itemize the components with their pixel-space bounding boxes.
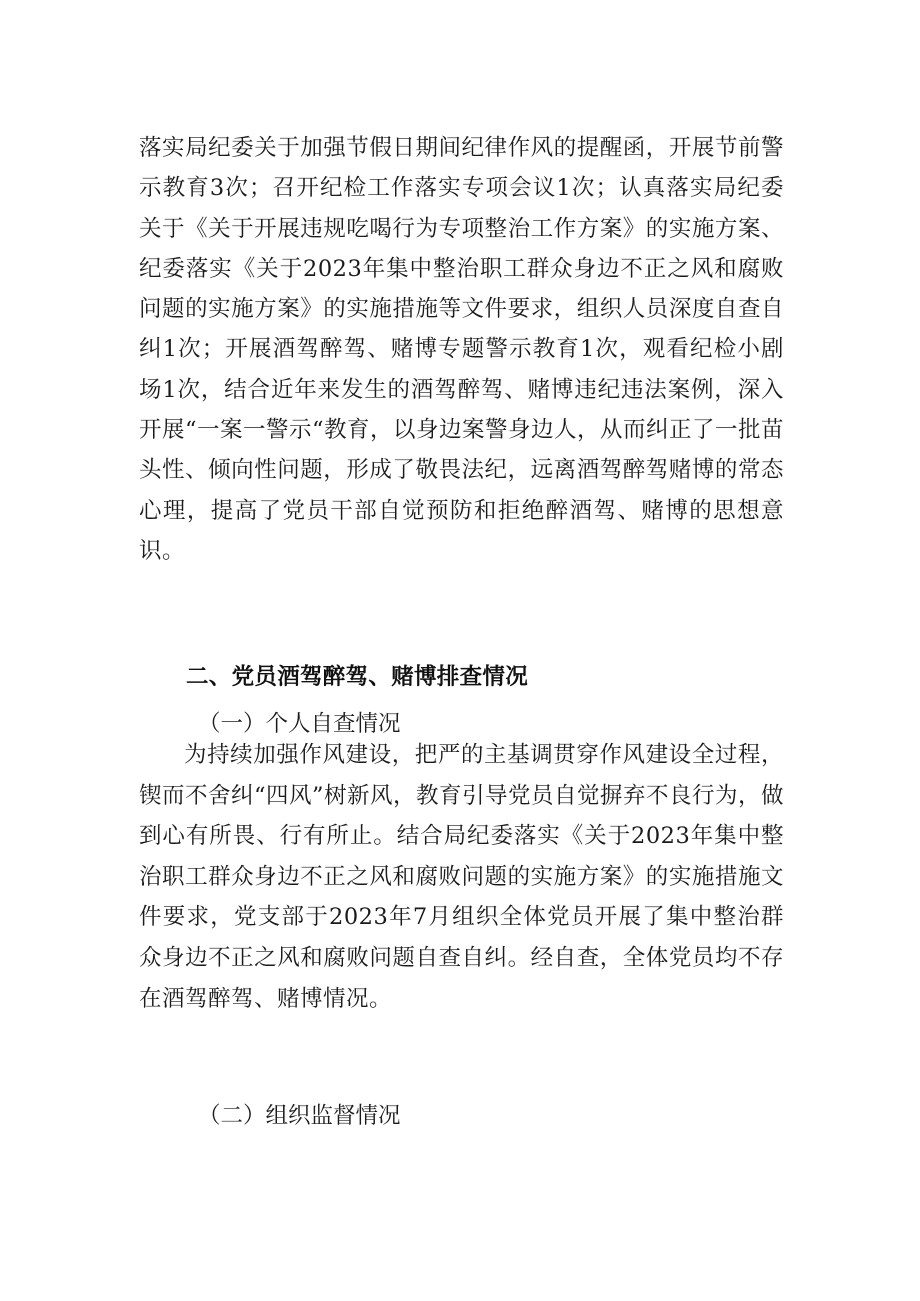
paragraph-discipline-education: 落实局纪委关于加强节假日期间纪律作风的提醒函，开展节前警示教育3次；召开纪检工作落实专项会议1次；认真落实局纪委关于《关于开展违规吃喝行为专项整治工作方案》的实施方案、纪委落实《关于2023年集中整治职工群众身边不正之风和腐败问题的实施方案》的实施措施等文件要求，组织人员深度自查自纠1次；开展酒驾醉驾、赌博专题警示教育1次，观看纪检小剧场1次，结合近年来发生的酒驾醉驾、赌博违纪违法案例，深入开展“一案一警示“教育，以身边案警身边人，从而纠正了一批苗头性、倾向性问题，形成了敬畏法纪，远离酒驾醉驾赌博的常态心理，提高了党员干部自觉预防和拒绝醉酒驾、赌博的思想意识。	[139, 135, 785, 564]
paragraph-self-inspection: 为持续加强作风建设，把严的主基调贯穿作风建设全过程，锲而不舍纠“四风”树新风，教育引导党员自觉摒弃不良行为，做到心有所畏、行有所止。结合局纪委落实《关于2023年集中整治职工群众身边不正之风和腐败问题的实施方案》的实施措施文件要求，党支部于2023年7月组织全体党员开展了集中整治群众身边不正之风和腐败问题自查自纠。经自查，全体党员均不存在酒驾醉驾、赌博情况。	[139, 742, 785, 1012]
subsection-heading-organizational-supervision: （二）组织监督情况	[198, 1103, 401, 1129]
section-heading-drunk-driving-gambling-investigation: 二、党员酒驾醉驾、赌博排查情况	[186, 664, 529, 690]
subsection-heading-self-inspection: （一）个人自查情况	[198, 711, 401, 737]
